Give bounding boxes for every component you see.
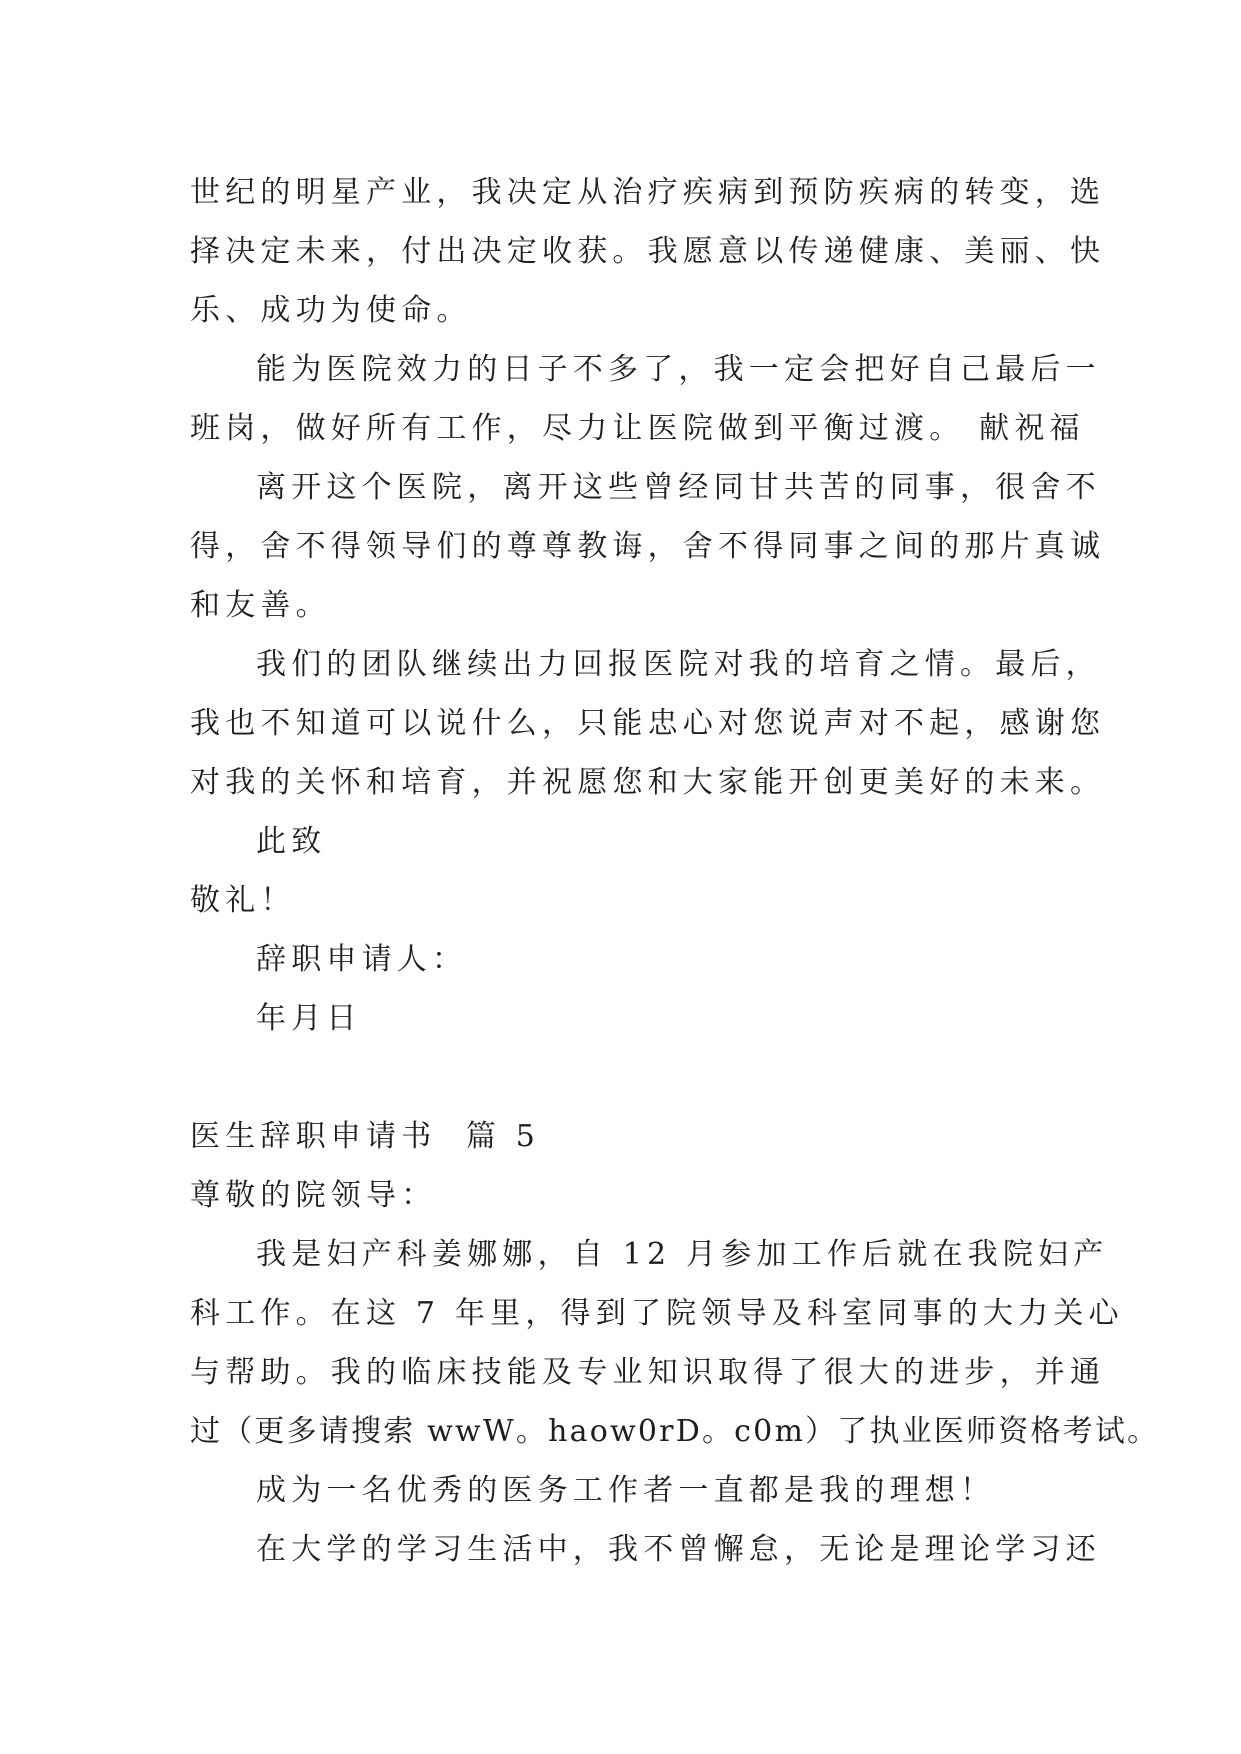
closing-salutation: 此致 xyxy=(256,824,327,859)
closing-regards: 敬礼！ xyxy=(190,883,296,918)
text-line: 成为一名优秀的医务工作者一直都是我的理想！ xyxy=(256,1473,996,1508)
text-line: 世纪的明星产业，我决定从治疗疾病到预防疾病的转变，选 xyxy=(190,175,1106,210)
text-line: 与帮助。我的临床技能及专业知识取得了很大的进步，并通 xyxy=(190,1355,1106,1390)
section-gap xyxy=(190,1048,1070,1107)
text-line: 和友善。 xyxy=(190,588,331,623)
text-line: 能为医院效力的日子不多了，我一定会把好自己最后一 xyxy=(256,352,1101,387)
text-line: 科工作。在这 7 年里，得到了院领导及科室同事的大力关心 xyxy=(190,1296,1124,1331)
section-title: 医生辞职申请书 篇 5 xyxy=(190,1119,541,1154)
text-line: 我们的团队继续出力回报医院对我的培育之情。最后， xyxy=(256,647,1101,682)
text-line: 我是妇产科姜娜娜，自 12 月参加工作后就在我院妇产 xyxy=(256,1237,1109,1272)
document-body xyxy=(190,163,1160,1579)
text-line: 过（更多请搜索 wwW。haow0rD。c0m）了执业医师资格考试。 xyxy=(190,1414,1160,1449)
signature-label: 辞职申请人： xyxy=(256,942,468,977)
text-line: 班岗，做好所有工作，尽力让医院做到平衡过渡。 献祝福 xyxy=(190,411,1085,446)
text-line: 乐、成功为使命。 xyxy=(190,293,472,328)
text-line: 离开这个医院，离开这些曾经同甘共苦的同事，很舍不 xyxy=(256,470,1101,505)
text-line: 我也不知道可以说什么，只能忠心对您说声对不起，感谢您 xyxy=(190,706,1106,741)
greeting: 尊敬的院领导： xyxy=(190,1178,437,1213)
date-label: 年月日 xyxy=(256,1001,362,1036)
text-line: 得，舍不得领导们的尊尊教诲，舍不得同事之间的那片真诚 xyxy=(190,529,1106,564)
text-line: 对我的关怀和培育，并祝愿您和大家能开创更美好的未来。 xyxy=(190,765,1106,800)
text-line: 择决定未来，付出决定收获。我愿意以传递健康、美丽、快 xyxy=(190,234,1106,269)
text-line: 在大学的学习生活中，我不曾懈怠，无论是理论学习还 xyxy=(256,1532,1101,1567)
